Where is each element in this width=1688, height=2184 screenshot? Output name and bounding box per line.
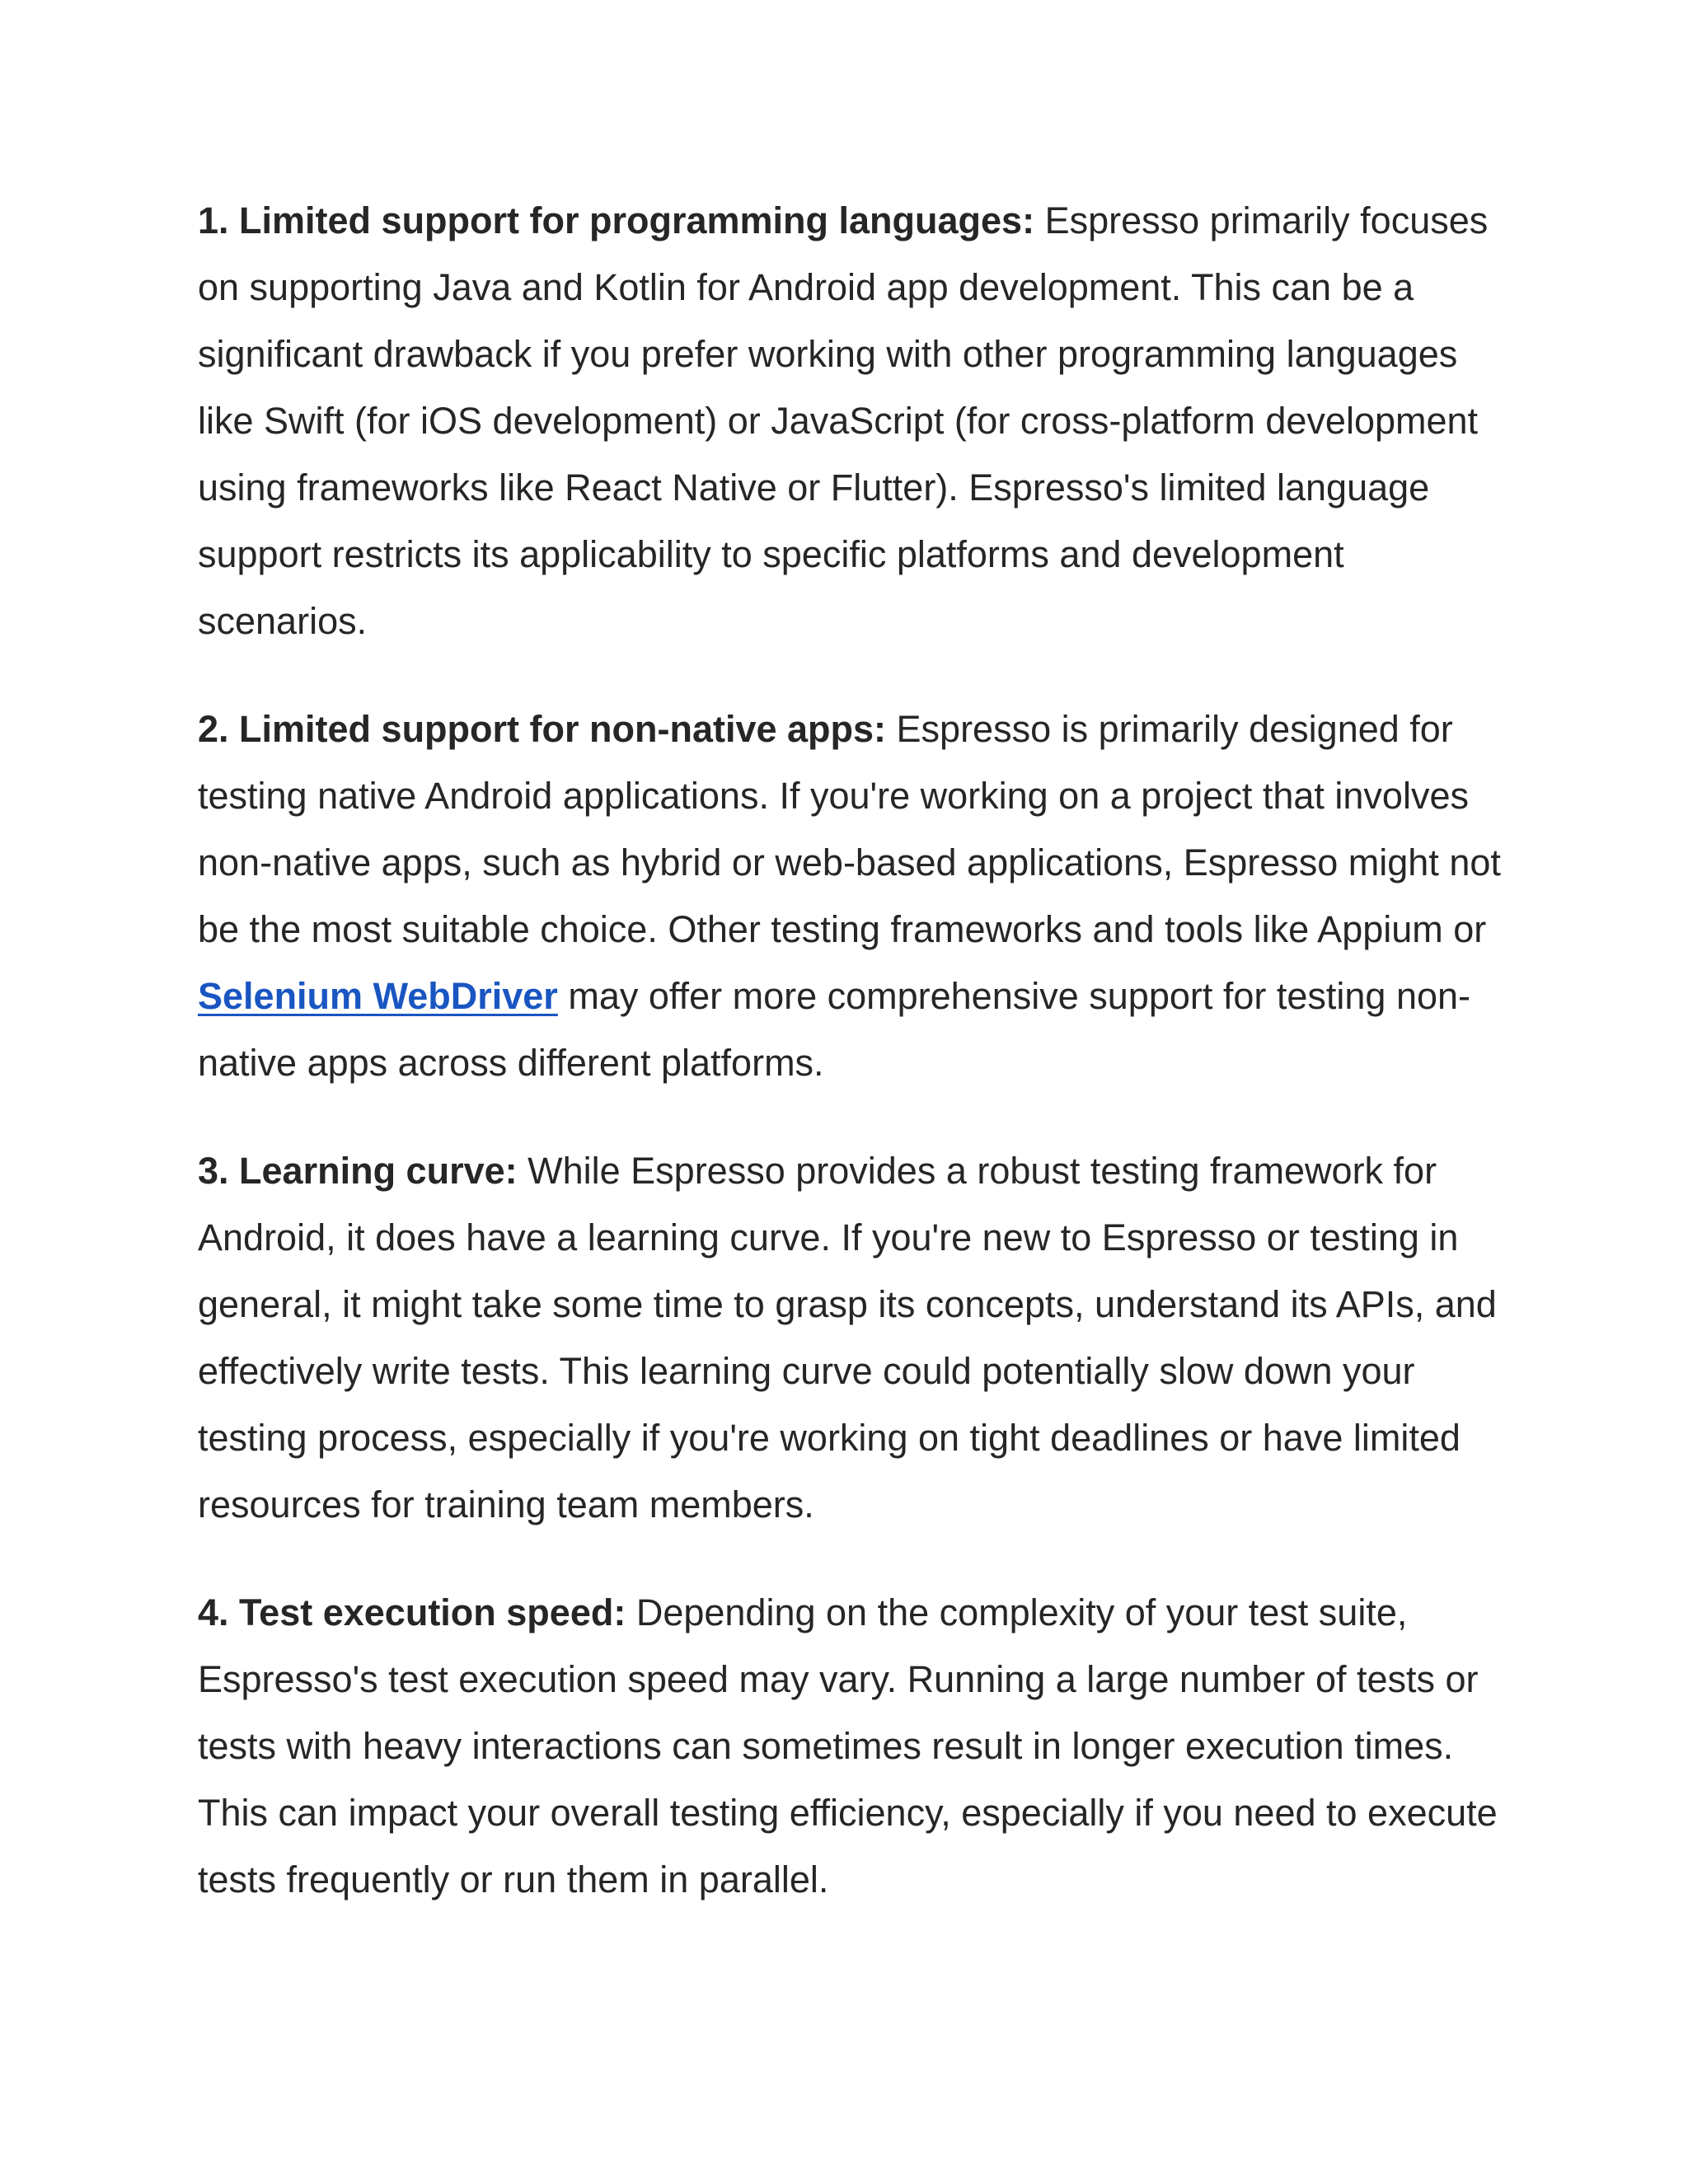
item-text: While Espresso provides a robust testing framework for Android, it does have a learning curve. If you're new to Espresso or testing in general, it might take some time to grasp its concepts, understand its APIs, and effectively write tests. This learning curve could potentially slow down your testing process, especially if you're working on tight deadlines or have limited resources for training team members.	[198, 1150, 1497, 1526]
item-title: 1. Limited support for programming languages:	[198, 199, 1035, 241]
item-text: Depending on the complexity of your test suite, Espresso's test execution speed may vary. Running a large number of tests or tests with heavy interactions can sometimes result in longer execution times. This can impact your overall testing efficiency, especially if you need to execute tests frequently or run them in parallel.	[198, 1591, 1498, 1900]
document-page	[198, 187, 1517, 1954]
paragraph-test-execution-speed	[198, 1579, 1517, 1913]
item-text: may offer more comprehensive support for testing non-native apps across different platforms.	[198, 975, 1471, 1084]
paragraph-non-native-apps	[198, 696, 1517, 1096]
paragraph-programming-languages	[198, 187, 1517, 654]
item-text: Espresso is primarily designed for testing native Android applications. If you're working on a project that involves non-native apps, such as hybrid or web-based applications, Espresso might not be the most suitable choice. Other testing frameworks and tools like Appium or	[198, 708, 1501, 950]
item-title: 4. Test execution speed:	[198, 1591, 626, 1633]
item-text: Espresso primarily focuses on supporting Java and Kotlin for Android app development. This can be a significant drawback if you prefer working with other programming languages like Swift (for iOS development) or JavaScript (for cross-platform development using frameworks like React Native or Flutter). Espresso's limited language support restricts its applicability to specific platforms and development scenarios.	[198, 199, 1489, 642]
paragraph-learning-curve	[198, 1137, 1517, 1538]
item-title: 2. Limited support for non-native apps:	[198, 708, 887, 750]
item-title: 3. Learning curve:	[198, 1150, 518, 1192]
selenium-webdriver-link[interactable]: Selenium WebDriver	[198, 975, 558, 1017]
